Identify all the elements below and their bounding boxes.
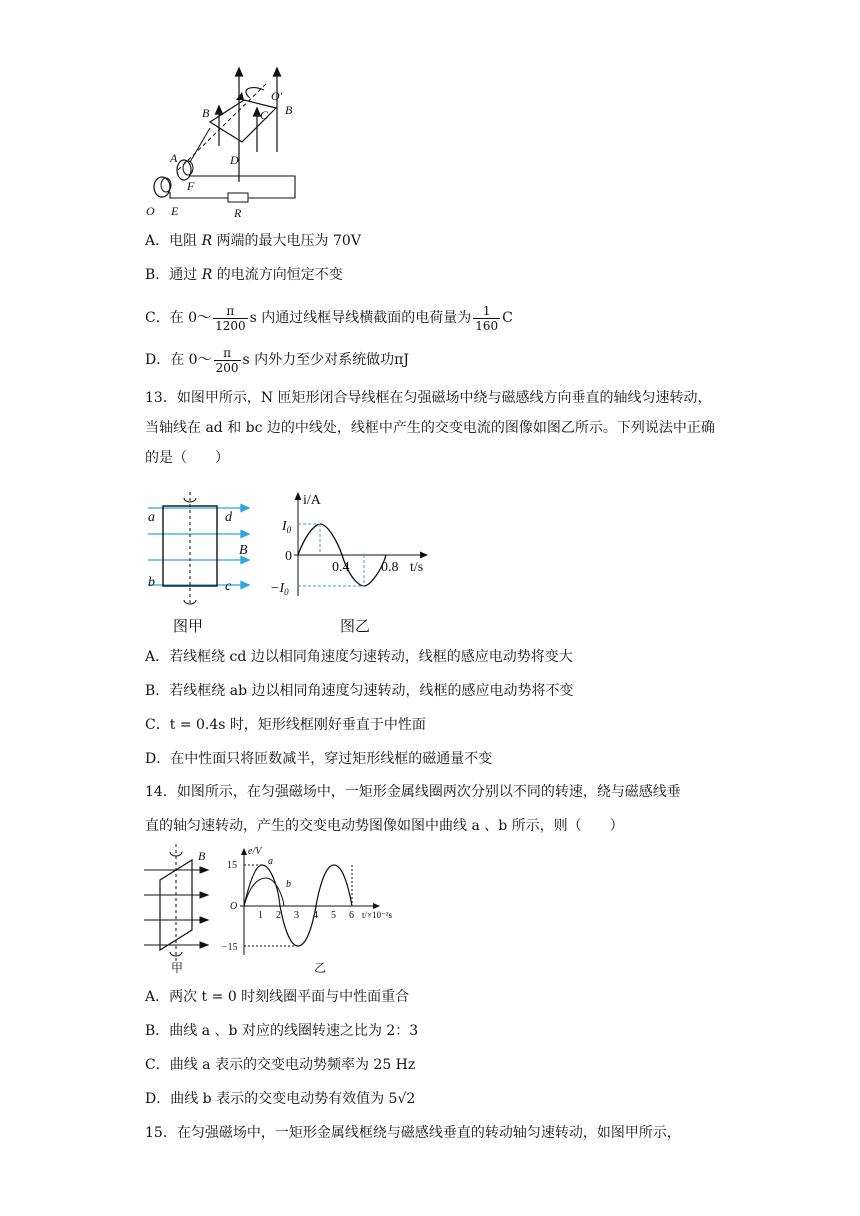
label-curve-b: b [286, 879, 291, 890]
caption-jia: 甲 [171, 961, 184, 975]
tick-1: 1 [258, 910, 263, 921]
corner-a: a [148, 510, 155, 525]
q13-stem: 13．如图甲所示，N 匝矩形闭合导线框在匀强磁场中绕与磁感线方向垂直的轴线匀速转动，当轴线在 ad 和 bc 边的中线处，线框中产生的交变电流的图像如图乙所示。下列说法中正确的是（ ） [145, 390, 715, 466]
label-neg15: −15 [222, 942, 238, 953]
tick-6: 6 [349, 910, 354, 921]
axis-i: i/A [303, 493, 321, 508]
label-neg-i0: $-I_0$ [270, 581, 289, 597]
q12-option-d: D．在 0～ $\frac{\pi}{200}$ s 内外力至少对系统做功πJ [145, 345, 409, 375]
label-c: C [260, 108, 269, 122]
q12-option-a: A．电阻 R 两端的最大电压为 70V [145, 233, 361, 249]
q12-option-c: C．在 0～ $\frac{\pi}{1200}$ s 内通过线框导线横截面的电荷量为 $\frac{1}{160}$ C [145, 303, 513, 333]
label-zero: 0 [285, 549, 292, 564]
label-15: 15 [227, 860, 237, 871]
label-a: A [170, 151, 178, 165]
tick-2: 2 [276, 910, 281, 921]
q14-option-d: D．曲线 b 表示的交变电动势有效值为 5√2 [145, 1091, 416, 1107]
label-f: F [187, 179, 195, 193]
q12-option-b: B．通过 R 的电流方向恒定不变 [145, 267, 343, 283]
tick-0-4: 0.4 [332, 560, 350, 575]
label-b-field: B [285, 103, 293, 117]
q13-option-d: D．在中性面只将匝数减半，穿过矩形线框的磁通量不变 [145, 751, 493, 767]
q13-option-a: A．若线框绕 cd 边以相同角速度匀速转动，线框的感应电动势将变大 [145, 649, 573, 665]
label-o-prime: O' [271, 89, 283, 103]
generator-figure [140, 62, 310, 222]
label-origin: O [230, 901, 238, 912]
q14-figure-a [140, 840, 220, 975]
label-r: R [234, 206, 242, 220]
label-d: D [230, 153, 239, 167]
q13-figure-a [143, 488, 258, 636]
q14-option-a: A．两次 t = 0 时刻线圈平面与中性面重合 [145, 989, 410, 1005]
q14-option-b: B．曲线 a 、b 对应的线圈转速之比为 2：3 [145, 1023, 419, 1039]
corner-b: b [148, 575, 155, 590]
corner-d: d [225, 510, 232, 525]
axis-e: e/V [248, 846, 262, 857]
q14-option-c: C．曲线 a 表示的交变电动势频率为 25 Hz [145, 1057, 416, 1073]
tick-4: 4 [313, 910, 318, 921]
corner-c: c [225, 579, 232, 594]
field-b: B [198, 849, 206, 863]
q13-option-c: C．t = 0.4s 时，矩形线框刚好垂直于中性面 [145, 717, 426, 733]
q14-stem-line2: 直的轴匀速转动，产生的交变电动势图像如图中曲线 a 、b 所示，则（ ） [145, 818, 624, 834]
q13-figure-b [270, 488, 440, 636]
label-curve-a: a [268, 856, 273, 867]
field-b: B [239, 543, 248, 558]
label-i0: $I_0$ [282, 519, 292, 535]
label-e: E [171, 204, 179, 218]
q15-stem: 15．在匀强磁场中，一矩形金属线框绕与磁感线垂直的转动轴匀速转动，如图甲所示， [145, 1125, 681, 1141]
tick-5: 5 [331, 910, 336, 921]
tick-0-8: 0.8 [381, 560, 399, 575]
label-b: B [202, 106, 210, 120]
q14-stem-line1: 14．如图所示，在匀强磁场中，一矩形金属线圈两次分别以不同的转速，绕与磁感线垂 [145, 784, 681, 800]
caption-jia: 图甲 [173, 619, 204, 635]
tick-3: 3 [294, 910, 299, 921]
q13-option-b: B．若线框绕 ab 边以相同角速度匀速转动，线框的感应电动势将不变 [145, 683, 574, 699]
caption-yi: 乙 [314, 961, 327, 975]
axis-t: t/s [410, 560, 424, 575]
axis-t: t/×10⁻²s [362, 910, 393, 920]
label-o: O [146, 204, 155, 218]
caption-yi: 图乙 [340, 619, 371, 635]
q14-figure-b [222, 840, 422, 975]
